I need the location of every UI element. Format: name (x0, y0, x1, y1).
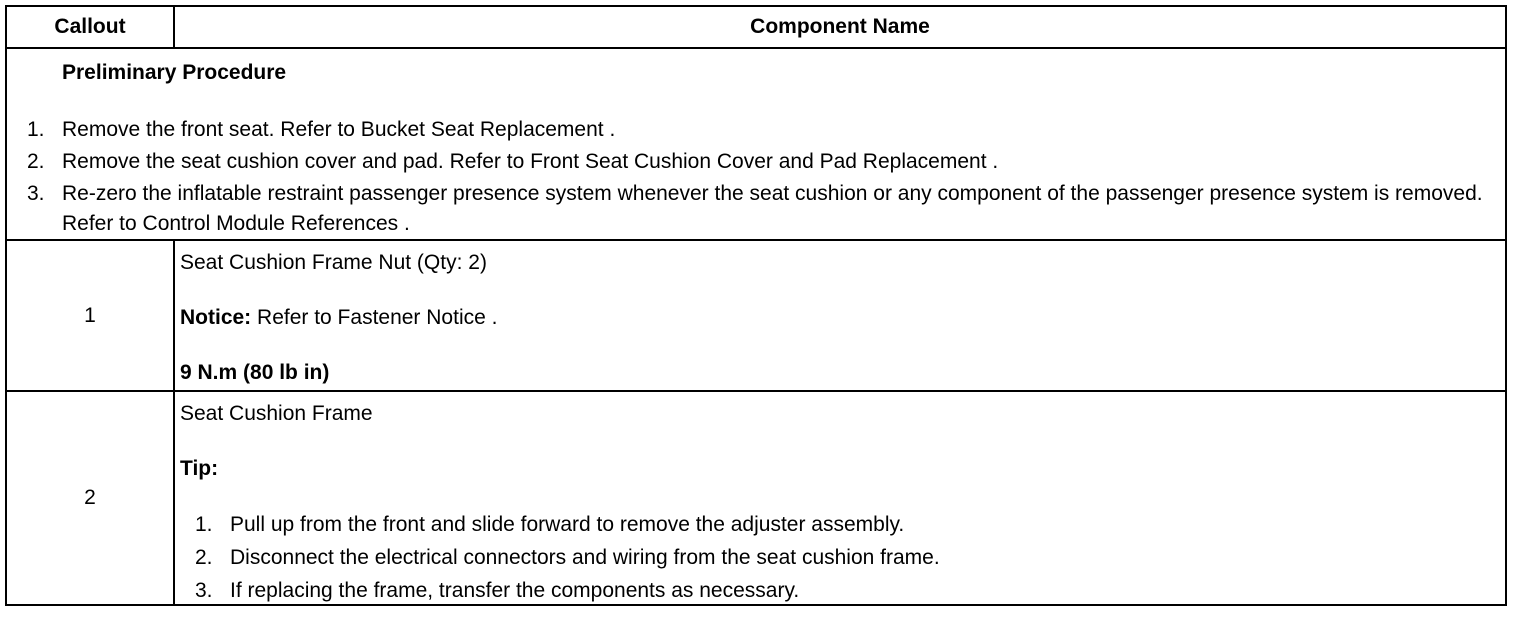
tip-number: 3. (195, 579, 213, 602)
notice (180, 306, 497, 330)
tip-text: Pull up from the front and slide forward to remove the adjuster assembly. (230, 513, 905, 536)
component-name: Seat Cushion Frame (180, 402, 373, 425)
preliminary-cell (6, 48, 1506, 240)
notice-text: Refer to Fastener Notice . (251, 306, 498, 329)
preliminary-steps (7, 115, 1502, 241)
list-item (7, 115, 1502, 145)
step-number: 3. (27, 182, 45, 205)
tip-label: Tip: (180, 457, 219, 480)
preliminary-title: Preliminary Procedure (62, 61, 287, 84)
notice-label: Notice: (180, 306, 252, 329)
list-item (175, 543, 1475, 573)
preliminary-row (6, 48, 1506, 240)
step-text: Remove the seat cushion cover and pad. Refer to Front Seat Cushion Cover and Pad Replacement . (62, 150, 999, 173)
torque-spec: 9 N.m (80 lb in) (180, 361, 330, 384)
step-number: 2. (27, 150, 45, 173)
tip-text: If replacing the frame, transfer the components as necessary. (230, 579, 800, 602)
tip-number: 1. (195, 513, 213, 536)
list-item (175, 576, 1475, 606)
tip-steps (175, 510, 1475, 609)
component-cell (174, 240, 1506, 391)
component-name-header: Component Name (174, 6, 1506, 48)
procedure-table (5, 5, 1507, 606)
list-item (7, 179, 1502, 239)
tip-text: Disconnect the electrical connectors and wiring from the seat cushion frame. (230, 546, 940, 569)
component-name: Seat Cushion Frame Nut (Qty: 2) (180, 251, 487, 274)
header-row (6, 6, 1506, 48)
tip-number: 2. (195, 546, 213, 569)
callout-header: Callout (6, 6, 174, 48)
callout-cell: 2 (6, 391, 174, 605)
table-row (6, 240, 1506, 391)
step-number: 1. (27, 118, 45, 141)
list-item (175, 510, 1475, 540)
step-text: Re-zero the inflatable restraint passenger presence system whenever the seat cushion or any component of the passenger presence system is removed. Refer to Control Module References . (62, 182, 1483, 235)
callout-cell: 1 (6, 240, 174, 391)
step-text: Remove the front seat. Refer to Bucket Seat Replacement . (62, 118, 616, 141)
list-item (7, 147, 1502, 177)
component-cell (174, 391, 1506, 605)
table-row (6, 391, 1506, 605)
